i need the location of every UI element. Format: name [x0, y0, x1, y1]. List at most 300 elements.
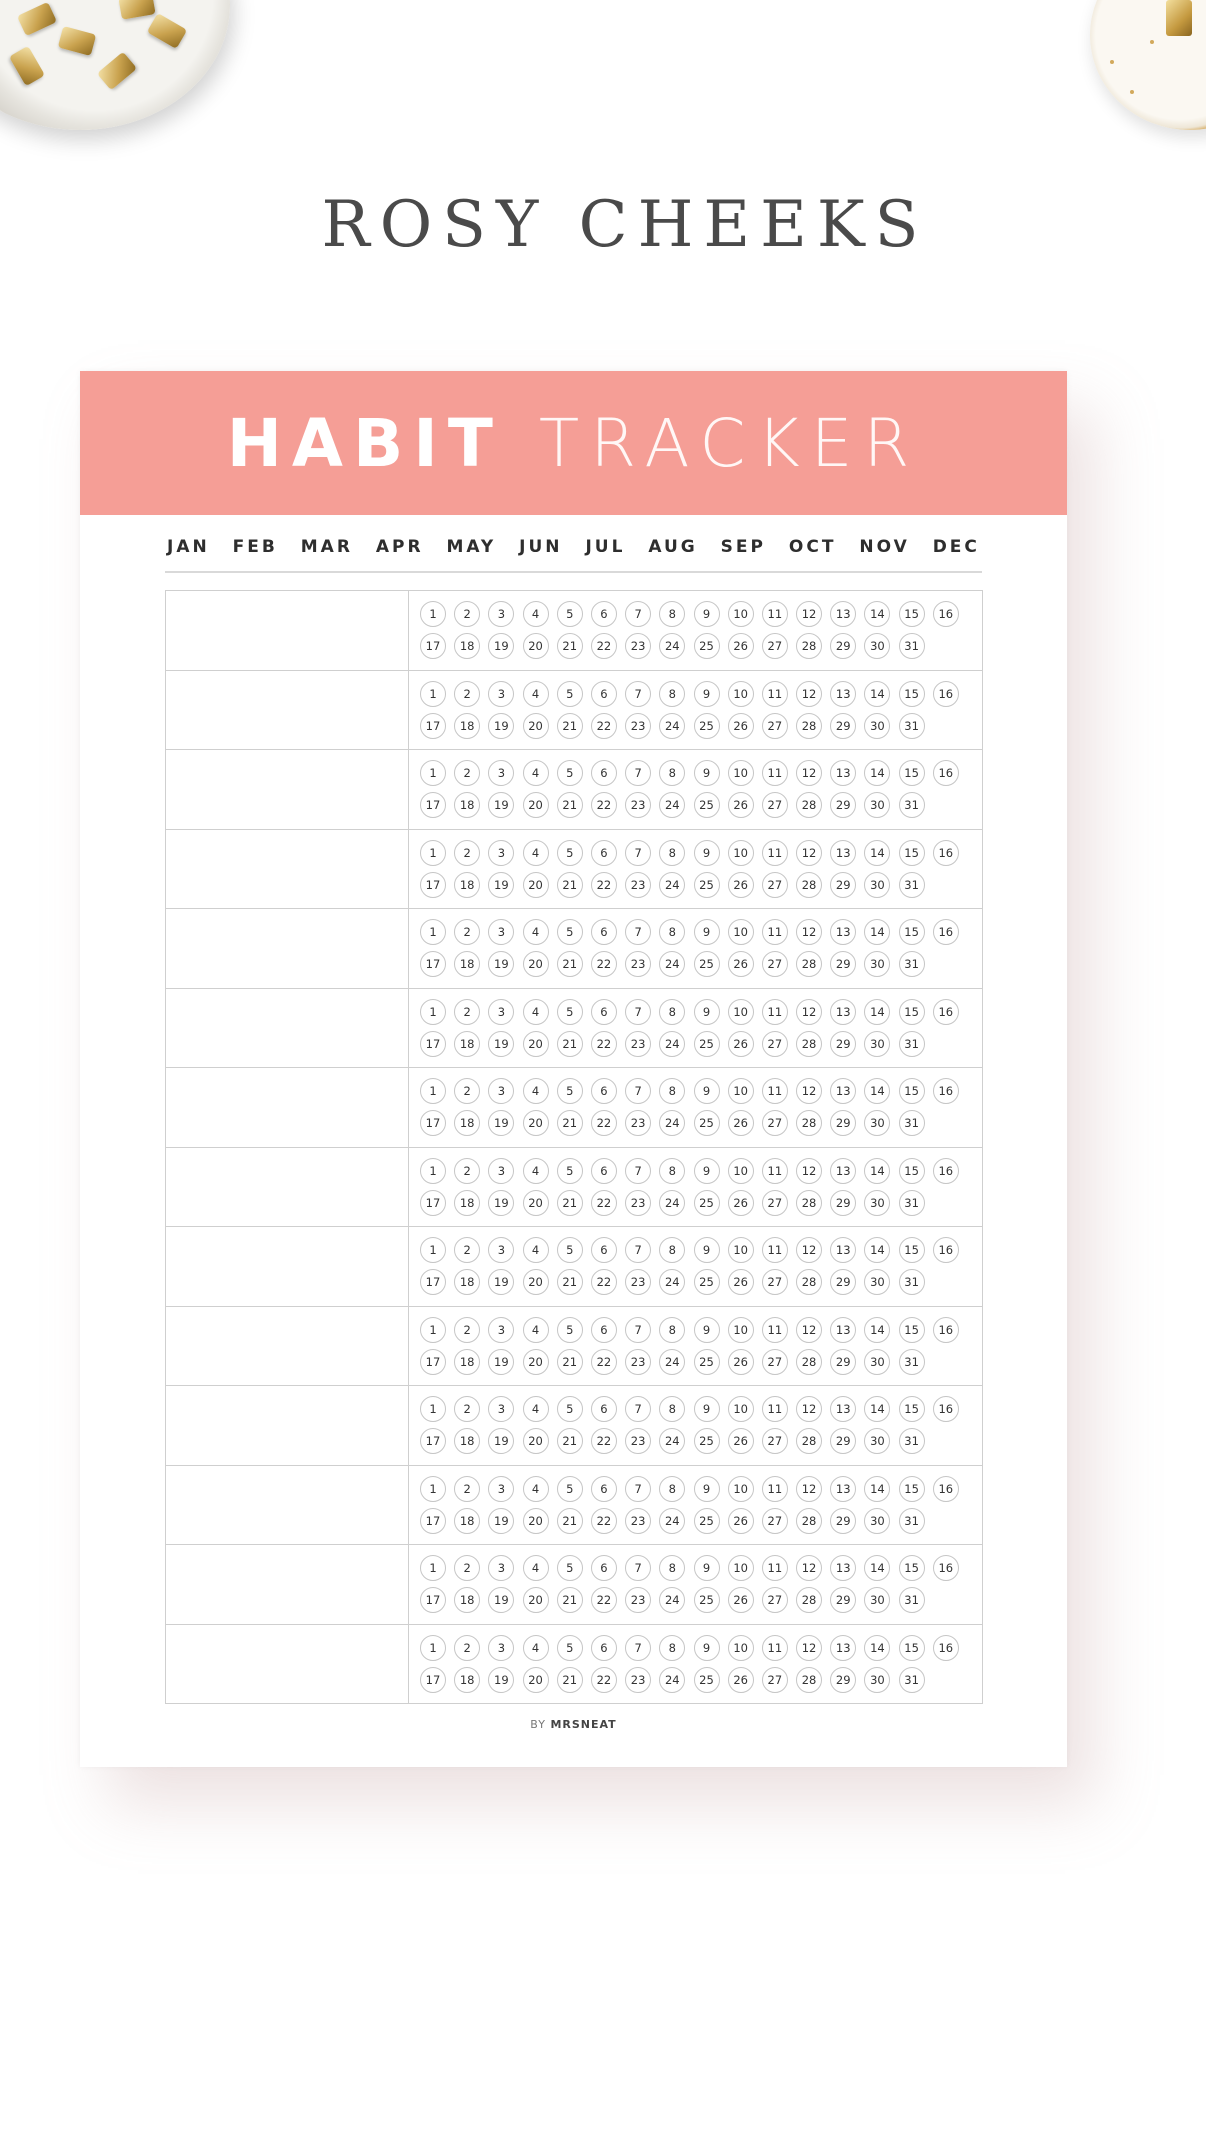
day-circle[interactable]: 6 — [591, 840, 617, 866]
day-circle[interactable]: 18 — [454, 1667, 480, 1693]
day-circle[interactable]: 28 — [796, 713, 822, 739]
day-circle[interactable]: 20 — [523, 1031, 549, 1057]
day-circle[interactable]: 8 — [659, 1078, 685, 1104]
day-circle[interactable]: 21 — [557, 1428, 583, 1454]
habit-name-cell[interactable] — [166, 1307, 409, 1386]
day-circle[interactable]: 21 — [557, 872, 583, 898]
day-circle[interactable]: 1 — [420, 1476, 446, 1502]
day-circle[interactable]: 14 — [864, 840, 890, 866]
day-circle[interactable]: 15 — [899, 1635, 925, 1661]
day-circle[interactable]: 21 — [557, 1190, 583, 1216]
day-circle[interactable]: 15 — [899, 1078, 925, 1104]
day-circle[interactable]: 7 — [625, 1476, 651, 1502]
day-circle[interactable]: 9 — [694, 919, 720, 945]
day-circle[interactable]: 2 — [454, 1078, 480, 1104]
day-circle[interactable]: 14 — [864, 1396, 890, 1422]
day-circle[interactable]: 28 — [796, 1587, 822, 1613]
day-circle[interactable]: 17 — [420, 792, 446, 818]
day-circle[interactable]: 21 — [557, 951, 583, 977]
day-circle[interactable]: 29 — [830, 872, 856, 898]
day-circle[interactable]: 13 — [830, 1396, 856, 1422]
day-circle[interactable]: 12 — [796, 1396, 822, 1422]
day-circle[interactable]: 19 — [488, 1349, 514, 1375]
day-circle[interactable]: 19 — [488, 713, 514, 739]
day-circle[interactable]: 30 — [864, 792, 890, 818]
day-circle[interactable]: 15 — [899, 681, 925, 707]
day-circle[interactable]: 5 — [557, 1635, 583, 1661]
day-circle[interactable]: 2 — [454, 840, 480, 866]
day-circle[interactable]: 3 — [488, 1158, 514, 1184]
day-circle[interactable]: 12 — [796, 681, 822, 707]
habit-name-cell[interactable] — [166, 1625, 409, 1704]
day-circle[interactable]: 23 — [625, 1667, 651, 1693]
habit-name-cell[interactable] — [166, 989, 409, 1068]
day-circle[interactable]: 1 — [420, 1237, 446, 1263]
day-circle[interactable]: 28 — [796, 1269, 822, 1295]
day-circle[interactable]: 29 — [830, 713, 856, 739]
day-circle[interactable]: 20 — [523, 951, 549, 977]
day-circle[interactable]: 23 — [625, 1269, 651, 1295]
day-circle[interactable]: 4 — [523, 999, 549, 1025]
day-circle[interactable]: 5 — [557, 1317, 583, 1343]
day-circle[interactable]: 17 — [420, 1031, 446, 1057]
day-circle[interactable]: 13 — [830, 760, 856, 786]
day-circle[interactable]: 14 — [864, 601, 890, 627]
day-circle[interactable]: 18 — [454, 792, 480, 818]
day-circle[interactable]: 5 — [557, 1476, 583, 1502]
day-circle[interactable]: 23 — [625, 633, 651, 659]
day-circle[interactable]: 24 — [659, 1587, 685, 1613]
day-circle[interactable]: 13 — [830, 919, 856, 945]
day-circle[interactable]: 4 — [523, 1317, 549, 1343]
day-circle[interactable]: 16 — [933, 1476, 959, 1502]
day-circle[interactable]: 25 — [694, 1349, 720, 1375]
day-circle[interactable]: 13 — [830, 1317, 856, 1343]
habit-name-cell[interactable] — [166, 1068, 409, 1147]
day-circle[interactable]: 28 — [796, 1110, 822, 1136]
month-aug[interactable]: AUG — [648, 537, 698, 557]
day-circle[interactable]: 24 — [659, 872, 685, 898]
month-oct[interactable]: OCT — [788, 537, 837, 557]
day-circle[interactable]: 19 — [488, 792, 514, 818]
day-circle[interactable]: 24 — [659, 1428, 685, 1454]
day-circle[interactable]: 23 — [625, 1110, 651, 1136]
day-circle[interactable]: 31 — [899, 1110, 925, 1136]
day-circle[interactable]: 22 — [591, 1031, 617, 1057]
day-circle[interactable]: 22 — [591, 713, 617, 739]
day-circle[interactable]: 7 — [625, 681, 651, 707]
day-circle[interactable]: 3 — [488, 999, 514, 1025]
day-circle[interactable]: 3 — [488, 1317, 514, 1343]
day-circle[interactable]: 30 — [864, 872, 890, 898]
day-circle[interactable]: 29 — [830, 1587, 856, 1613]
day-circle[interactable]: 24 — [659, 792, 685, 818]
day-circle[interactable]: 3 — [488, 1078, 514, 1104]
day-circle[interactable]: 25 — [694, 1667, 720, 1693]
day-circle[interactable]: 10 — [728, 840, 754, 866]
day-circle[interactable]: 6 — [591, 681, 617, 707]
day-circle[interactable]: 17 — [420, 1110, 446, 1136]
day-circle[interactable]: 24 — [659, 1349, 685, 1375]
day-circle[interactable]: 19 — [488, 951, 514, 977]
day-circle[interactable]: 3 — [488, 1237, 514, 1263]
day-circle[interactable]: 13 — [830, 840, 856, 866]
day-circle[interactable]: 24 — [659, 951, 685, 977]
day-circle[interactable]: 19 — [488, 1587, 514, 1613]
day-circle[interactable]: 4 — [523, 760, 549, 786]
day-circle[interactable]: 27 — [762, 1190, 788, 1216]
day-circle[interactable]: 11 — [762, 601, 788, 627]
day-circle[interactable]: 18 — [454, 1190, 480, 1216]
day-circle[interactable]: 9 — [694, 1237, 720, 1263]
habit-name-cell[interactable] — [166, 1227, 409, 1306]
day-circle[interactable]: 15 — [899, 919, 925, 945]
day-circle[interactable]: 3 — [488, 1476, 514, 1502]
day-circle[interactable]: 27 — [762, 633, 788, 659]
day-circle[interactable]: 22 — [591, 1349, 617, 1375]
day-circle[interactable]: 15 — [899, 840, 925, 866]
day-circle[interactable]: 22 — [591, 1190, 617, 1216]
day-circle[interactable]: 30 — [864, 713, 890, 739]
habit-name-cell[interactable] — [166, 909, 409, 988]
day-circle[interactable]: 25 — [694, 633, 720, 659]
day-circle[interactable]: 29 — [830, 1031, 856, 1057]
day-circle[interactable]: 12 — [796, 840, 822, 866]
day-circle[interactable]: 8 — [659, 840, 685, 866]
day-circle[interactable]: 22 — [591, 1508, 617, 1534]
day-circle[interactable]: 31 — [899, 792, 925, 818]
day-circle[interactable]: 27 — [762, 713, 788, 739]
day-circle[interactable]: 15 — [899, 1476, 925, 1502]
day-circle[interactable]: 24 — [659, 1110, 685, 1136]
day-circle[interactable]: 31 — [899, 1508, 925, 1534]
day-circle[interactable]: 7 — [625, 1158, 651, 1184]
day-circle[interactable]: 26 — [728, 713, 754, 739]
day-circle[interactable]: 24 — [659, 1269, 685, 1295]
day-circle[interactable]: 14 — [864, 999, 890, 1025]
day-circle[interactable]: 1 — [420, 681, 446, 707]
day-circle[interactable]: 6 — [591, 919, 617, 945]
day-circle[interactable]: 28 — [796, 1031, 822, 1057]
day-circle[interactable]: 29 — [830, 1508, 856, 1534]
day-circle[interactable]: 9 — [694, 1555, 720, 1581]
day-circle[interactable]: 5 — [557, 1078, 583, 1104]
day-circle[interactable]: 28 — [796, 792, 822, 818]
day-circle[interactable]: 25 — [694, 792, 720, 818]
day-circle[interactable]: 11 — [762, 1396, 788, 1422]
day-circle[interactable]: 12 — [796, 1237, 822, 1263]
day-circle[interactable]: 23 — [625, 1190, 651, 1216]
day-circle[interactable]: 11 — [762, 1476, 788, 1502]
day-circle[interactable]: 27 — [762, 1508, 788, 1534]
day-circle[interactable]: 27 — [762, 1031, 788, 1057]
day-circle[interactable]: 13 — [830, 681, 856, 707]
day-circle[interactable]: 5 — [557, 840, 583, 866]
day-circle[interactable]: 17 — [420, 1428, 446, 1454]
day-circle[interactable]: 8 — [659, 999, 685, 1025]
day-circle[interactable]: 28 — [796, 1428, 822, 1454]
day-circle[interactable]: 30 — [864, 1349, 890, 1375]
day-circle[interactable]: 11 — [762, 681, 788, 707]
day-circle[interactable]: 24 — [659, 633, 685, 659]
day-circle[interactable]: 14 — [864, 681, 890, 707]
day-circle[interactable]: 30 — [864, 1587, 890, 1613]
day-circle[interactable]: 5 — [557, 681, 583, 707]
day-circle[interactable]: 10 — [728, 760, 754, 786]
day-circle[interactable]: 11 — [762, 760, 788, 786]
day-circle[interactable]: 3 — [488, 760, 514, 786]
day-circle[interactable]: 23 — [625, 792, 651, 818]
day-circle[interactable]: 12 — [796, 999, 822, 1025]
day-circle[interactable]: 7 — [625, 840, 651, 866]
day-circle[interactable]: 8 — [659, 1635, 685, 1661]
day-circle[interactable]: 7 — [625, 1317, 651, 1343]
day-circle[interactable]: 19 — [488, 633, 514, 659]
day-circle[interactable]: 16 — [933, 1237, 959, 1263]
day-circle[interactable]: 12 — [796, 1317, 822, 1343]
day-circle[interactable]: 17 — [420, 713, 446, 739]
day-circle[interactable]: 15 — [899, 1396, 925, 1422]
day-circle[interactable]: 30 — [864, 1190, 890, 1216]
day-circle[interactable]: 15 — [899, 1237, 925, 1263]
day-circle[interactable]: 18 — [454, 951, 480, 977]
day-circle[interactable]: 18 — [454, 1269, 480, 1295]
day-circle[interactable]: 22 — [591, 1428, 617, 1454]
day-circle[interactable]: 22 — [591, 951, 617, 977]
day-circle[interactable]: 4 — [523, 601, 549, 627]
day-circle[interactable]: 29 — [830, 1667, 856, 1693]
day-circle[interactable]: 31 — [899, 1269, 925, 1295]
day-circle[interactable]: 6 — [591, 1476, 617, 1502]
habit-name-cell[interactable] — [166, 1386, 409, 1465]
day-circle[interactable]: 16 — [933, 601, 959, 627]
day-circle[interactable]: 29 — [830, 633, 856, 659]
day-circle[interactable]: 21 — [557, 1349, 583, 1375]
day-circle[interactable]: 25 — [694, 951, 720, 977]
day-circle[interactable]: 2 — [454, 1555, 480, 1581]
day-circle[interactable]: 29 — [830, 1349, 856, 1375]
day-circle[interactable]: 12 — [796, 1078, 822, 1104]
day-circle[interactable]: 1 — [420, 601, 446, 627]
day-circle[interactable]: 29 — [830, 951, 856, 977]
day-circle[interactable]: 6 — [591, 1158, 617, 1184]
day-circle[interactable]: 21 — [557, 1587, 583, 1613]
day-circle[interactable]: 26 — [728, 633, 754, 659]
day-circle[interactable]: 3 — [488, 1396, 514, 1422]
day-circle[interactable]: 19 — [488, 872, 514, 898]
day-circle[interactable]: 9 — [694, 1476, 720, 1502]
day-circle[interactable]: 31 — [899, 633, 925, 659]
day-circle[interactable]: 4 — [523, 681, 549, 707]
month-nov[interactable]: NOV — [859, 537, 910, 557]
month-dec[interactable]: DEC — [932, 537, 980, 557]
day-circle[interactable]: 25 — [694, 1428, 720, 1454]
day-circle[interactable]: 18 — [454, 633, 480, 659]
month-mar[interactable]: MAR — [300, 537, 353, 557]
day-circle[interactable]: 20 — [523, 792, 549, 818]
day-circle[interactable]: 8 — [659, 601, 685, 627]
day-circle[interactable]: 25 — [694, 872, 720, 898]
day-circle[interactable]: 17 — [420, 1269, 446, 1295]
day-circle[interactable]: 22 — [591, 633, 617, 659]
day-circle[interactable]: 24 — [659, 1190, 685, 1216]
day-circle[interactable]: 23 — [625, 1349, 651, 1375]
day-circle[interactable]: 21 — [557, 1269, 583, 1295]
day-circle[interactable]: 26 — [728, 951, 754, 977]
day-circle[interactable]: 22 — [591, 1269, 617, 1295]
day-circle[interactable]: 8 — [659, 1476, 685, 1502]
day-circle[interactable]: 22 — [591, 1587, 617, 1613]
day-circle[interactable]: 5 — [557, 919, 583, 945]
day-circle[interactable]: 28 — [796, 1508, 822, 1534]
day-circle[interactable]: 8 — [659, 1555, 685, 1581]
day-circle[interactable]: 18 — [454, 713, 480, 739]
day-circle[interactable]: 14 — [864, 1317, 890, 1343]
day-circle[interactable]: 9 — [694, 601, 720, 627]
day-circle[interactable]: 28 — [796, 872, 822, 898]
day-circle[interactable]: 21 — [557, 792, 583, 818]
day-circle[interactable]: 2 — [454, 1396, 480, 1422]
day-circle[interactable]: 11 — [762, 1317, 788, 1343]
day-circle[interactable]: 10 — [728, 919, 754, 945]
day-circle[interactable]: 18 — [454, 1349, 480, 1375]
day-circle[interactable]: 26 — [728, 1190, 754, 1216]
day-circle[interactable]: 30 — [864, 1508, 890, 1534]
day-circle[interactable]: 2 — [454, 1158, 480, 1184]
day-circle[interactable]: 16 — [933, 1317, 959, 1343]
day-circle[interactable]: 8 — [659, 1317, 685, 1343]
day-circle[interactable]: 31 — [899, 1428, 925, 1454]
month-jan[interactable]: JAN — [167, 537, 210, 557]
day-circle[interactable]: 11 — [762, 919, 788, 945]
day-circle[interactable]: 22 — [591, 1110, 617, 1136]
day-circle[interactable]: 29 — [830, 1110, 856, 1136]
day-circle[interactable]: 20 — [523, 713, 549, 739]
day-circle[interactable]: 17 — [420, 951, 446, 977]
day-circle[interactable]: 2 — [454, 760, 480, 786]
day-circle[interactable]: 31 — [899, 713, 925, 739]
day-circle[interactable]: 22 — [591, 792, 617, 818]
day-circle[interactable]: 4 — [523, 1635, 549, 1661]
day-circle[interactable]: 14 — [864, 1476, 890, 1502]
day-circle[interactable]: 28 — [796, 951, 822, 977]
day-circle[interactable]: 4 — [523, 1158, 549, 1184]
day-circle[interactable]: 30 — [864, 1667, 890, 1693]
day-circle[interactable]: 9 — [694, 1317, 720, 1343]
day-circle[interactable]: 30 — [864, 1110, 890, 1136]
day-circle[interactable]: 30 — [864, 951, 890, 977]
day-circle[interactable]: 12 — [796, 760, 822, 786]
day-circle[interactable]: 18 — [454, 1110, 480, 1136]
habit-name-cell[interactable] — [166, 750, 409, 829]
day-circle[interactable]: 8 — [659, 1396, 685, 1422]
day-circle[interactable]: 21 — [557, 1110, 583, 1136]
day-circle[interactable]: 6 — [591, 1635, 617, 1661]
day-circle[interactable]: 8 — [659, 919, 685, 945]
day-circle[interactable]: 7 — [625, 1635, 651, 1661]
day-circle[interactable]: 31 — [899, 872, 925, 898]
day-circle[interactable]: 28 — [796, 1667, 822, 1693]
day-circle[interactable]: 3 — [488, 681, 514, 707]
day-circle[interactable]: 11 — [762, 1158, 788, 1184]
day-circle[interactable]: 26 — [728, 1031, 754, 1057]
day-circle[interactable]: 9 — [694, 840, 720, 866]
day-circle[interactable]: 13 — [830, 1635, 856, 1661]
day-circle[interactable]: 17 — [420, 633, 446, 659]
day-circle[interactable]: 26 — [728, 792, 754, 818]
day-circle[interactable]: 20 — [523, 1508, 549, 1534]
day-circle[interactable]: 31 — [899, 1587, 925, 1613]
day-circle[interactable]: 8 — [659, 760, 685, 786]
day-circle[interactable]: 15 — [899, 1555, 925, 1581]
day-circle[interactable]: 9 — [694, 681, 720, 707]
day-circle[interactable]: 6 — [591, 760, 617, 786]
day-circle[interactable]: 14 — [864, 1078, 890, 1104]
day-circle[interactable]: 18 — [454, 872, 480, 898]
habit-name-cell[interactable] — [166, 830, 409, 909]
day-circle[interactable]: 13 — [830, 1237, 856, 1263]
day-circle[interactable]: 10 — [728, 999, 754, 1025]
day-circle[interactable]: 5 — [557, 999, 583, 1025]
day-circle[interactable]: 7 — [625, 919, 651, 945]
day-circle[interactable]: 16 — [933, 1555, 959, 1581]
day-circle[interactable]: 14 — [864, 760, 890, 786]
day-circle[interactable]: 30 — [864, 1428, 890, 1454]
day-circle[interactable]: 6 — [591, 999, 617, 1025]
day-circle[interactable]: 11 — [762, 840, 788, 866]
day-circle[interactable]: 10 — [728, 681, 754, 707]
day-circle[interactable]: 3 — [488, 1635, 514, 1661]
day-circle[interactable]: 15 — [899, 601, 925, 627]
day-circle[interactable]: 6 — [591, 1237, 617, 1263]
day-circle[interactable]: 7 — [625, 1396, 651, 1422]
day-circle[interactable]: 11 — [762, 1237, 788, 1263]
day-circle[interactable]: 10 — [728, 1476, 754, 1502]
day-circle[interactable]: 22 — [591, 1667, 617, 1693]
day-circle[interactable]: 17 — [420, 1508, 446, 1534]
day-circle[interactable]: 18 — [454, 1031, 480, 1057]
day-circle[interactable]: 1 — [420, 1635, 446, 1661]
day-circle[interactable]: 7 — [625, 760, 651, 786]
day-circle[interactable]: 22 — [591, 872, 617, 898]
day-circle[interactable]: 13 — [830, 1158, 856, 1184]
day-circle[interactable]: 25 — [694, 1587, 720, 1613]
day-circle[interactable]: 13 — [830, 601, 856, 627]
day-circle[interactable]: 4 — [523, 1396, 549, 1422]
day-circle[interactable]: 4 — [523, 1555, 549, 1581]
day-circle[interactable]: 7 — [625, 1237, 651, 1263]
day-circle[interactable]: 10 — [728, 1158, 754, 1184]
day-circle[interactable]: 19 — [488, 1190, 514, 1216]
day-circle[interactable]: 21 — [557, 1667, 583, 1693]
day-circle[interactable]: 11 — [762, 1078, 788, 1104]
day-circle[interactable]: 4 — [523, 919, 549, 945]
day-circle[interactable]: 3 — [488, 1555, 514, 1581]
day-circle[interactable]: 26 — [728, 1349, 754, 1375]
day-circle[interactable]: 16 — [933, 919, 959, 945]
day-circle[interactable]: 23 — [625, 1031, 651, 1057]
day-circle[interactable]: 27 — [762, 1587, 788, 1613]
day-circle[interactable]: 10 — [728, 1635, 754, 1661]
day-circle[interactable]: 26 — [728, 1428, 754, 1454]
day-circle[interactable]: 2 — [454, 999, 480, 1025]
day-circle[interactable]: 8 — [659, 1158, 685, 1184]
day-circle[interactable]: 27 — [762, 872, 788, 898]
day-circle[interactable]: 28 — [796, 1190, 822, 1216]
habit-name-cell[interactable] — [166, 1466, 409, 1545]
day-circle[interactable]: 21 — [557, 633, 583, 659]
day-circle[interactable]: 2 — [454, 1237, 480, 1263]
